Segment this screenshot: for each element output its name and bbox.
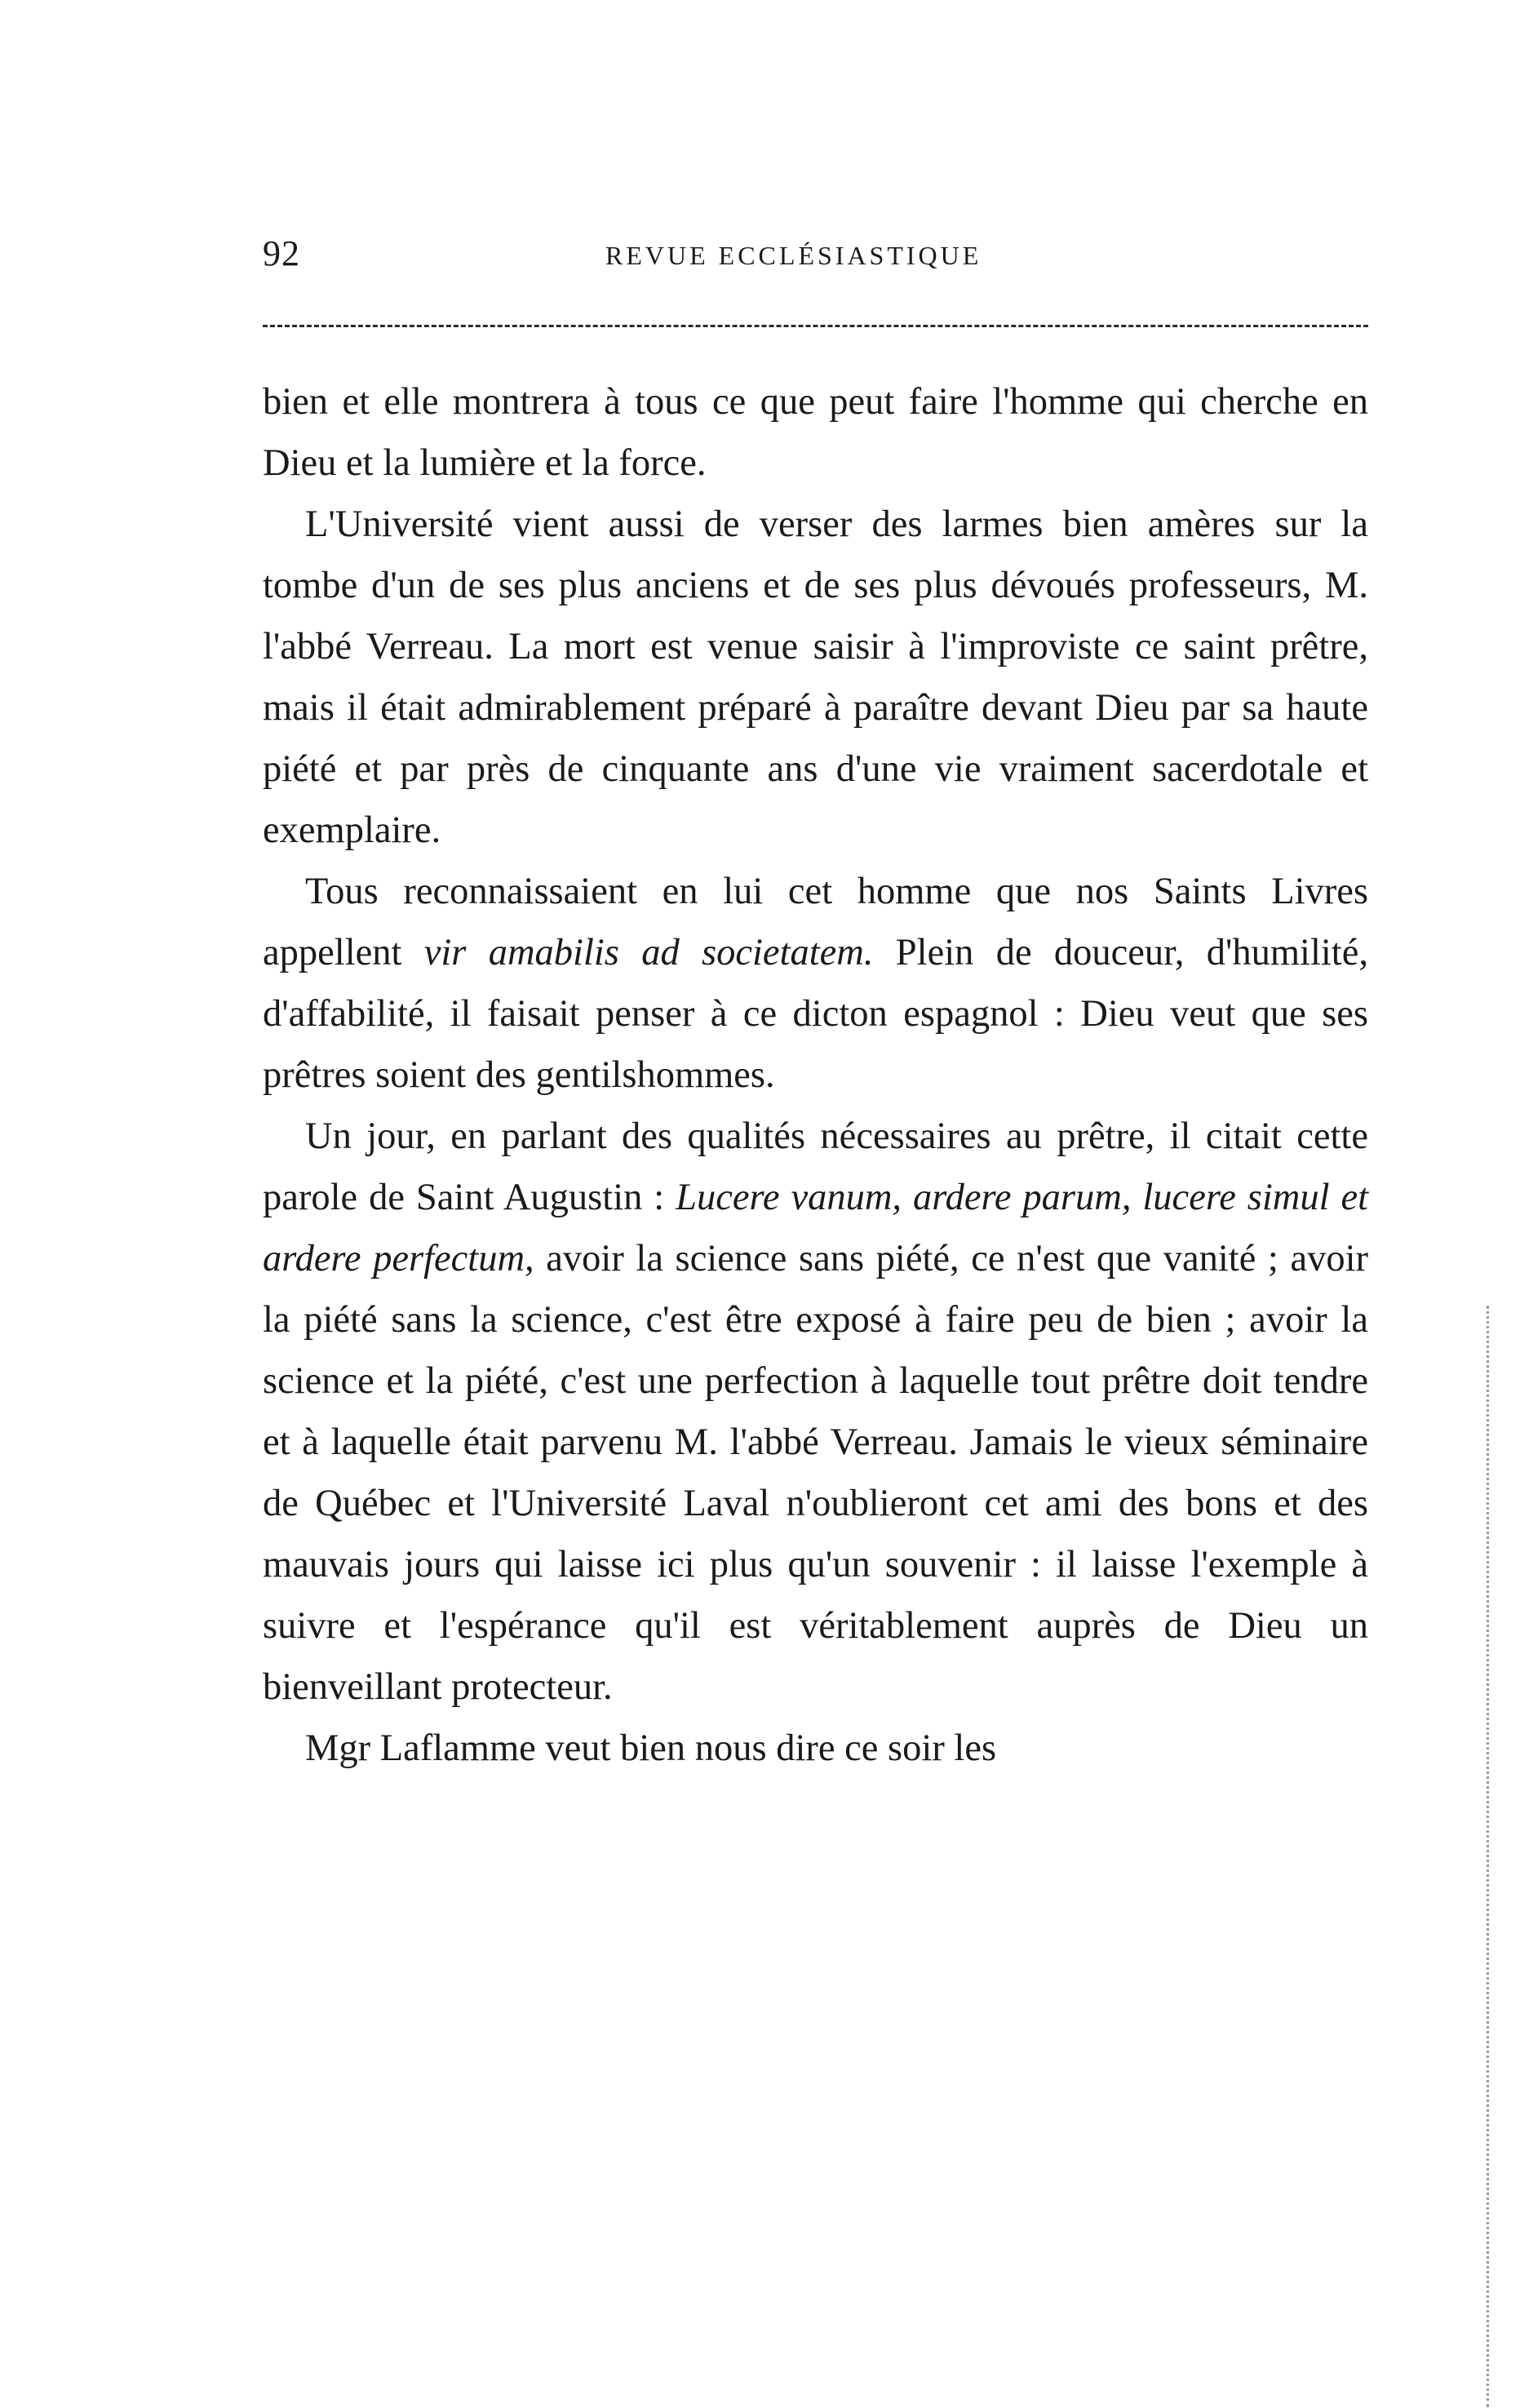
body-text — [263, 371, 1368, 1779]
paragraph-5: Mgr Laflamme veut bien nous dire ce soir les — [305, 1727, 997, 1769]
paragraph-4-text-before: Un jour, en parlant des qualités nécessaires au prêtre, il citait cette parole de Saint Augustin : — [263, 1115, 1368, 1218]
page-header — [263, 233, 1368, 298]
paragraph-2: L'Université vient aussi de verser des larmes bien amères sur la tombe d'un de ses plus anciens et de ses plus dévoués professeurs, M. l'abbé Verreau. La mort est venue saisir à l'improviste ce saint prêtre, mais il était admirablement préparé à paraître devant Dieu par sa haute piété et par près de cinquante ans d'une vie vraiment sacerdotale et exemplaire. — [263, 503, 1368, 851]
latin-quote-vir-amabilis: vir amabilis ad societatem. — [423, 932, 874, 973]
paragraph-3 — [263, 861, 1368, 1106]
latin-quote-augustin: Lucere vanum, ardere parum, lucere simul et ardere perfectum, — [263, 1177, 1369, 1279]
paragraph-4-text-after: avoir la science sans piété, ce n'est que vanité ; avoir la piété sans la science, c'est être exposé à faire peu de bien ; avoir la science et la piété, c'est une perfection à laquelle tout prêtre doit tendre et à laquelle était parvenu M. l'abbé Verreau. Jamais le vieux séminaire de Québec et l'Université Laval n'oublieront cet ami des bons et des mauvais jours qui laisse ici plus qu'un souvenir : il laisse l'exemple à suivre et l'espérance qu'il est véritablement auprès de Dieu un bienveillant protecteur. — [263, 1238, 1368, 1708]
paragraph-3-text-before: Tous reconnaissaient en lui cet homme que nos Saints Livres appellent — [263, 871, 1368, 973]
header-rule — [263, 325, 1368, 327]
paragraph-3-text-after: Plein de douceur, d'humilité, d'affabilité, il faisait penser à ce dicton espagnol : Dieu veut que ses prêtres soient des gentilshommes. — [263, 932, 1368, 1096]
paragraph-1: bien et elle montrera à tous ce que peut faire l'homme qui cherche en Dieu et la lumière et la force. — [263, 381, 1368, 484]
margin-dots — [1487, 1306, 1492, 2407]
paragraph-4 — [263, 1106, 1368, 1718]
page-number: 92 — [263, 233, 300, 273]
running-head: REVUE ECCLÉSIASTIQUE — [605, 241, 982, 270]
